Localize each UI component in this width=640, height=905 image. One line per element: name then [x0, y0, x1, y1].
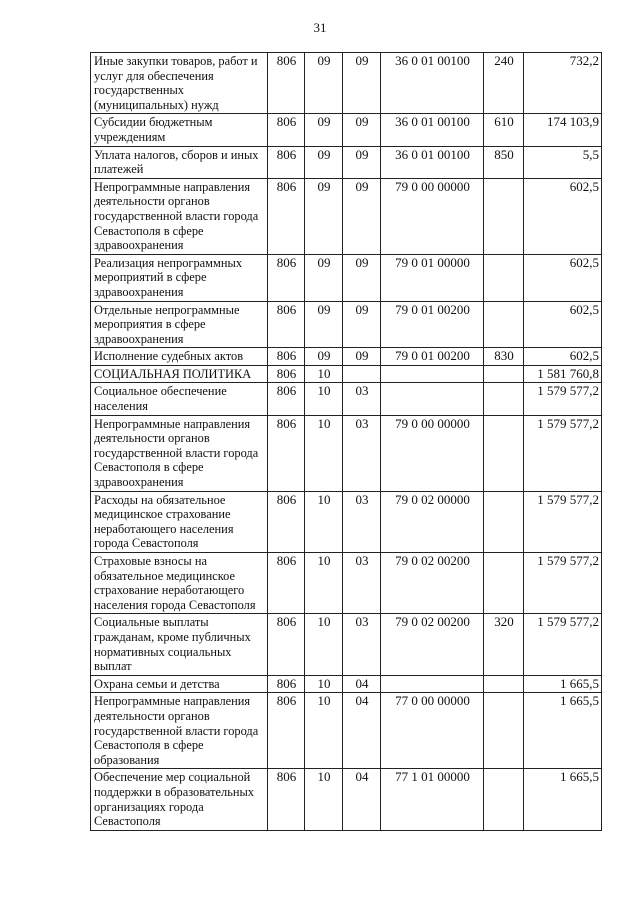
- expense-type-cell: [484, 415, 524, 491]
- section-code-cell: 10: [305, 491, 343, 552]
- table-row: [91, 365, 602, 383]
- target-article-cell: 79 0 02 00000: [381, 491, 484, 552]
- section-code-cell: 10: [305, 614, 343, 675]
- subsection-code-cell: 04: [343, 769, 381, 830]
- target-article-cell: 79 0 00 00000: [381, 178, 484, 254]
- ministry-code-cell: 806: [268, 301, 305, 348]
- section-code-cell: 10: [305, 415, 343, 491]
- section-code-cell: 10: [305, 365, 343, 383]
- amount-cell: 602,5: [524, 178, 602, 254]
- expense-type-cell: [484, 553, 524, 614]
- expense-name-cell: Непрограммные направления деятельности органов государственной власти города Севастополя в сфере здравоохранения: [91, 178, 268, 254]
- amount-cell: 1 579 577,2: [524, 491, 602, 552]
- amount-cell: 1 665,5: [524, 693, 602, 769]
- ministry-code-cell: 806: [268, 614, 305, 675]
- subsection-code-cell: 03: [343, 491, 381, 552]
- target-article-cell: 79 0 01 00200: [381, 348, 484, 366]
- expense-name-cell: Обеспечение мер социальной поддержки в образовательных организациях города Севастополя: [91, 769, 268, 830]
- amount-cell: 602,5: [524, 254, 602, 301]
- ministry-code-cell: 806: [268, 365, 305, 383]
- target-article-cell: 79 0 01 00000: [381, 254, 484, 301]
- expense-name-cell: Реализация непрограммных мероприятий в сфере здравоохранения: [91, 254, 268, 301]
- table-row: [91, 675, 602, 693]
- subsection-code-cell: 09: [343, 254, 381, 301]
- target-article-cell: 79 0 02 00200: [381, 553, 484, 614]
- subsection-code-cell: 04: [343, 693, 381, 769]
- expense-type-cell: [484, 675, 524, 693]
- section-code-cell: 09: [305, 146, 343, 178]
- section-code-cell: 10: [305, 769, 343, 830]
- table-row: [91, 383, 602, 415]
- table-row: [91, 146, 602, 178]
- section-code-cell: 10: [305, 383, 343, 415]
- expense-type-cell: 320: [484, 614, 524, 675]
- section-code-cell: 09: [305, 301, 343, 348]
- ministry-code-cell: 806: [268, 53, 305, 114]
- subsection-code-cell: 03: [343, 553, 381, 614]
- subsection-code-cell: 09: [343, 114, 381, 146]
- table-row: [91, 553, 602, 614]
- ministry-code-cell: 806: [268, 254, 305, 301]
- subsection-code-cell: 09: [343, 301, 381, 348]
- expense-type-cell: [484, 383, 524, 415]
- ministry-code-cell: 806: [268, 769, 305, 830]
- expense-name-cell: Непрограммные направления деятельности органов государственной власти города Севастополя в сфере здравоохранения: [91, 415, 268, 491]
- section-code-cell: 09: [305, 53, 343, 114]
- expense-type-cell: 610: [484, 114, 524, 146]
- expense-name-cell: Страховые взносы на обязательное медицинское страхование неработающего населения города Севастополя: [91, 553, 268, 614]
- amount-cell: 732,2: [524, 53, 602, 114]
- expense-name-cell: Отдельные непрограммные мероприятия в сфере здравоохранения: [91, 301, 268, 348]
- ministry-code-cell: 806: [268, 178, 305, 254]
- table-row: [91, 178, 602, 254]
- subsection-code-cell: 09: [343, 146, 381, 178]
- subsection-code-cell: 03: [343, 383, 381, 415]
- amount-cell: 602,5: [524, 301, 602, 348]
- amount-cell: 1 665,5: [524, 675, 602, 693]
- expense-name-cell: Субсидии бюджетным учреждениям: [91, 114, 268, 146]
- expense-name-cell: Уплата налогов, сборов и иных платежей: [91, 146, 268, 178]
- subsection-code-cell: 09: [343, 348, 381, 366]
- subsection-code-cell: [343, 365, 381, 383]
- table-row: [91, 415, 602, 491]
- section-code-cell: 09: [305, 114, 343, 146]
- ministry-code-cell: 806: [268, 675, 305, 693]
- amount-cell: 1 581 760,8: [524, 365, 602, 383]
- target-article-cell: [381, 383, 484, 415]
- expense-type-cell: [484, 365, 524, 383]
- target-article-cell: 77 0 00 00000: [381, 693, 484, 769]
- subsection-code-cell: 03: [343, 614, 381, 675]
- section-code-cell: 10: [305, 675, 343, 693]
- target-article-cell: 79 0 01 00200: [381, 301, 484, 348]
- table-row: [91, 348, 602, 366]
- amount-cell: 1 579 577,2: [524, 553, 602, 614]
- target-article-cell: 79 0 02 00200: [381, 614, 484, 675]
- target-article-cell: 36 0 01 00100: [381, 53, 484, 114]
- subsection-code-cell: 09: [343, 178, 381, 254]
- subsection-code-cell: 09: [343, 53, 381, 114]
- expense-type-cell: [484, 693, 524, 769]
- table-row: [91, 301, 602, 348]
- amount-cell: 174 103,9: [524, 114, 602, 146]
- expense-name-cell: Иные закупки товаров, работ и услуг для обеспечения государственных (муниципальных) нужд: [91, 53, 268, 114]
- table-row: [91, 693, 602, 769]
- expense-type-cell: [484, 769, 524, 830]
- expense-name-cell: Социальные выплаты гражданам, кроме публичных нормативных социальных выплат: [91, 614, 268, 675]
- ministry-code-cell: 806: [268, 383, 305, 415]
- ministry-code-cell: 806: [268, 146, 305, 178]
- table-row: [91, 114, 602, 146]
- expense-type-cell: [484, 254, 524, 301]
- ministry-code-cell: 806: [268, 693, 305, 769]
- table-row: [91, 769, 602, 830]
- expense-type-cell: 830: [484, 348, 524, 366]
- section-code-cell: 09: [305, 348, 343, 366]
- ministry-code-cell: 806: [268, 348, 305, 366]
- table-row: [91, 53, 602, 114]
- ministry-code-cell: 806: [268, 114, 305, 146]
- amount-cell: 1 665,5: [524, 769, 602, 830]
- amount-cell: 1 579 577,2: [524, 614, 602, 675]
- expense-type-cell: 850: [484, 146, 524, 178]
- target-article-cell: 36 0 01 00100: [381, 114, 484, 146]
- section-code-cell: 09: [305, 254, 343, 301]
- expense-type-cell: [484, 301, 524, 348]
- amount-cell: 1 579 577,2: [524, 383, 602, 415]
- expense-name-cell: Непрограммные направления деятельности органов государственной власти города Севастополя в сфере образования: [91, 693, 268, 769]
- budget-table: [90, 52, 602, 831]
- amount-cell: 5,5: [524, 146, 602, 178]
- section-code-cell: 10: [305, 693, 343, 769]
- expense-name-cell: Исполнение судебных актов: [91, 348, 268, 366]
- amount-cell: 602,5: [524, 348, 602, 366]
- expense-type-cell: [484, 178, 524, 254]
- table-row: [91, 614, 602, 675]
- section-code-cell: 09: [305, 178, 343, 254]
- ministry-code-cell: 806: [268, 553, 305, 614]
- subsection-code-cell: 04: [343, 675, 381, 693]
- expense-name-cell: Охрана семьи и детства: [91, 675, 268, 693]
- expense-type-cell: [484, 491, 524, 552]
- expense-name-cell: СОЦИАЛЬНАЯ ПОЛИТИКА: [91, 365, 268, 383]
- ministry-code-cell: 806: [268, 415, 305, 491]
- amount-cell: 1 579 577,2: [524, 415, 602, 491]
- target-article-cell: 36 0 01 00100: [381, 146, 484, 178]
- target-article-cell: 77 1 01 00000: [381, 769, 484, 830]
- target-article-cell: [381, 675, 484, 693]
- target-article-cell: [381, 365, 484, 383]
- table-row: [91, 491, 602, 552]
- section-code-cell: 10: [305, 553, 343, 614]
- target-article-cell: 79 0 00 00000: [381, 415, 484, 491]
- expense-type-cell: 240: [484, 53, 524, 114]
- ministry-code-cell: 806: [268, 491, 305, 552]
- subsection-code-cell: 03: [343, 415, 381, 491]
- expense-name-cell: Расходы на обязательное медицинское страхование неработающего населения города Севастополя: [91, 491, 268, 552]
- page-number: 31: [313, 20, 327, 35]
- table-row: [91, 254, 602, 301]
- table-body: [91, 53, 602, 831]
- expense-name-cell: Социальное обеспечение населения: [91, 383, 268, 415]
